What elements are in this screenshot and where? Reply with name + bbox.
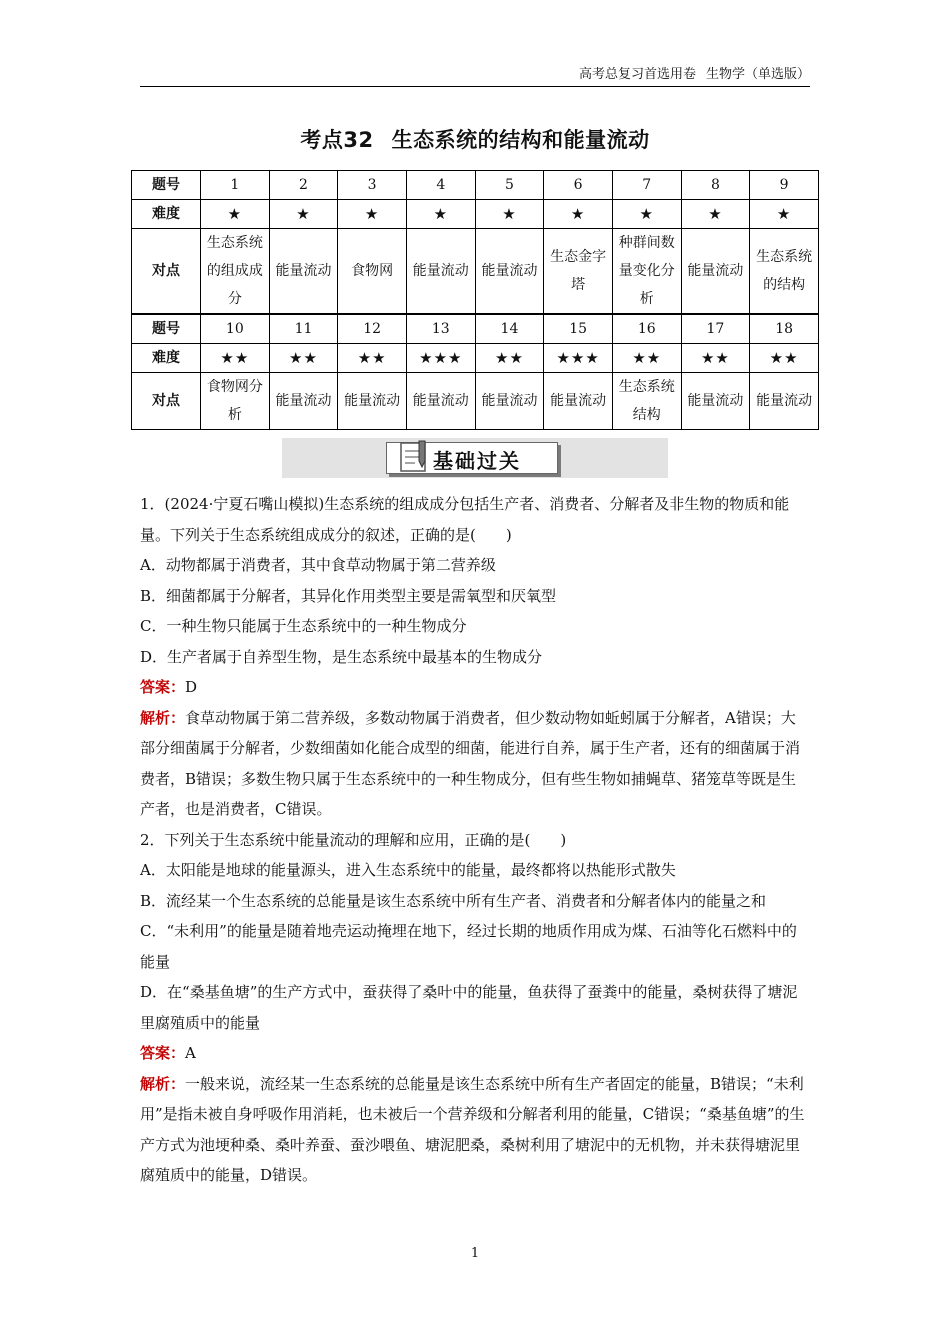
- difficulty-cell: ★★★: [544, 344, 613, 373]
- difficulty-cell: ★★: [750, 344, 819, 373]
- question-number-cell: 11: [269, 314, 338, 344]
- difficulty-table: [131, 170, 819, 430]
- topic-cell: 生态系统的组成成分: [201, 229, 270, 315]
- topic-cell: 能量流动: [681, 373, 750, 430]
- topic-cell: 能量流动: [406, 229, 475, 315]
- difficulty-row: [132, 344, 819, 373]
- question-option: B．细菌都属于分解者，其异化作用类型主要是需氧型和厌氧型: [140, 586, 557, 605]
- analysis-paragraph: [140, 1069, 810, 1191]
- question-number-cell: 7: [612, 171, 681, 200]
- difficulty-cell: ★: [406, 200, 475, 229]
- difficulty-cell: ★★: [612, 344, 681, 373]
- analysis-label: 解析：: [140, 708, 186, 727]
- topic-cell: 食物网分析: [201, 373, 270, 430]
- topic-cell: 能量流动: [338, 373, 407, 430]
- difficulty-cell: ★★: [475, 344, 544, 373]
- difficulty-cell: ★★: [269, 344, 338, 373]
- topic-cell: 生态系统的结构: [750, 229, 819, 315]
- row-label: 题号: [132, 314, 201, 344]
- question-option: C．“未利用”的能量是随着地壳运动掩埋在地下，经过长期的地质作用成为煤、石油等化石燃料中的能量: [140, 922, 797, 971]
- difficulty-cell: ★: [338, 200, 407, 229]
- answer-value: D: [185, 678, 198, 696]
- answer-label: 答案：: [140, 678, 186, 696]
- question-option: A．太阳能是地球的能量源头，进入生态系统中的能量，最终都将以热能形式散失: [140, 861, 676, 879]
- question-number-cell: 8: [681, 171, 750, 200]
- analysis-text: 一般来说，流经某一生态系统的总能量是该生态系统中所有生产者固定的能量，B错误；“未利用”是指未被自身呼吸作用消耗，也未被后一个营养级和分解者利用的能量，C错误；“桑基鱼塘”的生产方式为池埂种桑、桑叶养蚕、蚕沙喂鱼、塘泥肥桑，桑树利用了塘泥中的无机物，并未获得塘泥里腐殖质中的能量，D错误。: [140, 1074, 805, 1184]
- pencil-icon: [395, 437, 435, 477]
- page-header: [140, 66, 810, 87]
- answer-value: A: [185, 1044, 196, 1062]
- question-option: B．流经某一个生态系统的总能量是该生态系统中所有生产者、消费者和分解者体内的能量之和: [140, 891, 767, 910]
- question-number-cell: 6: [544, 171, 613, 200]
- difficulty-cell: ★★: [338, 344, 407, 373]
- question-number-row: [132, 171, 819, 200]
- topic-cell: 能量流动: [269, 229, 338, 315]
- topic-cell: 能量流动: [406, 373, 475, 430]
- section-banner: [282, 438, 668, 478]
- question-list: [140, 489, 810, 1191]
- question-number-cell: 16: [612, 314, 681, 344]
- difficulty-cell: ★★★: [406, 344, 475, 373]
- title-number: 考点32: [300, 128, 374, 152]
- row-label: 对点: [132, 373, 201, 430]
- question-option: D．生产者属于自养型生物，是生态系统中最基本的生物成分: [140, 647, 543, 666]
- topic-cell: 能量流动: [475, 373, 544, 430]
- question-number-cell: 15: [544, 314, 613, 344]
- section-banner-label: 基础过关: [433, 449, 521, 473]
- question-number-cell: 9: [750, 171, 819, 200]
- difficulty-cell: ★: [269, 200, 338, 229]
- topic-cell: 能量流动: [681, 229, 750, 315]
- question-number-cell: 13: [406, 314, 475, 344]
- analysis-paragraph: [140, 703, 810, 825]
- question-number-cell: 2: [269, 171, 338, 200]
- header-book: 高考总复习首选用卷: [578, 67, 696, 82]
- page-title: [0, 124, 950, 154]
- row-label: 题号: [132, 171, 201, 200]
- question-option: C．一种生物只能属于生态系统中的一种生物成分: [140, 617, 467, 635]
- question-number-row: [132, 314, 819, 344]
- difficulty-row: [132, 200, 819, 229]
- answer-line: [140, 672, 810, 703]
- topic-cell: 能量流动: [544, 373, 613, 430]
- section-banner-box: [386, 442, 558, 474]
- question-number-cell: 10: [201, 314, 270, 344]
- question-option: D．在“桑基鱼塘”的生产方式中，蚕获得了桑叶中的能量，鱼获得了蚕粪中的能量，桑树获得了塘泥里腐殖质中的能量: [140, 983, 798, 1032]
- topic-cell: 种群间数量变化分析: [612, 229, 681, 315]
- topic-row: [132, 373, 819, 430]
- difficulty-cell: ★: [681, 200, 750, 229]
- difficulty-cell: ★: [750, 200, 819, 229]
- question-number-cell: 4: [406, 171, 475, 200]
- title-text: 生态系统的结构和能量流动: [391, 128, 650, 152]
- question-stem: 1．(2024·宁夏石嘴山模拟)生态系统的组成成分包括生产者、消费者、分解者及非生物的物质和能量。下列关于生态系统组成成分的叙述，正确的是( ): [140, 495, 790, 544]
- topic-cell: 能量流动: [269, 373, 338, 430]
- question-number-cell: 1: [201, 171, 270, 200]
- topic-cell: 生态金字塔: [544, 229, 613, 315]
- answer-line: [140, 1038, 810, 1069]
- difficulty-cell: ★: [201, 200, 270, 229]
- difficulty-cell: ★: [475, 200, 544, 229]
- question-number-cell: 5: [475, 171, 544, 200]
- question-number-cell: 18: [750, 314, 819, 344]
- difficulty-cell: ★: [544, 200, 613, 229]
- analysis-text: 食草动物属于第二营养级，多数动物属于消费者，但少数动物如蚯蚓属于分解者，A错误；大部分细菌属于分解者，少数细菌如化能合成型的细菌，能进行自养，属于生产者，还有的细菌属于消费者，B错误；多数生物只属于生态系统中的一种生物成分，但有些生物如捕蝇草、猪笼草等既是生产者，也是消费者，C错误。: [140, 708, 801, 818]
- answer-label: 答案：: [140, 1044, 186, 1062]
- question-option: A．动物都属于消费者，其中食草动物属于第二营养级: [140, 556, 496, 574]
- topic-cell: 生态系统结构: [612, 373, 681, 430]
- difficulty-cell: ★: [612, 200, 681, 229]
- row-label: 难度: [132, 344, 201, 373]
- question-number-cell: 17: [681, 314, 750, 344]
- question-number-cell: 12: [338, 314, 407, 344]
- question-number-cell: 14: [475, 314, 544, 344]
- question-stem: 2．下列关于生态系统中能量流动的理解和应用，正确的是( ): [140, 830, 567, 849]
- question-number-cell: 3: [338, 171, 407, 200]
- analysis-label: 解析：: [140, 1074, 186, 1093]
- header-subject: 生物学（单选版）: [705, 67, 810, 82]
- topic-cell: 食物网: [338, 229, 407, 315]
- topic-row: [132, 229, 819, 315]
- page-number: 1: [470, 1246, 480, 1261]
- difficulty-cell: ★★: [681, 344, 750, 373]
- row-label: 难度: [132, 200, 201, 229]
- topic-cell: 能量流动: [475, 229, 544, 315]
- topic-cell: 能量流动: [750, 373, 819, 430]
- row-label: 对点: [132, 229, 201, 315]
- difficulty-cell: ★★: [201, 344, 270, 373]
